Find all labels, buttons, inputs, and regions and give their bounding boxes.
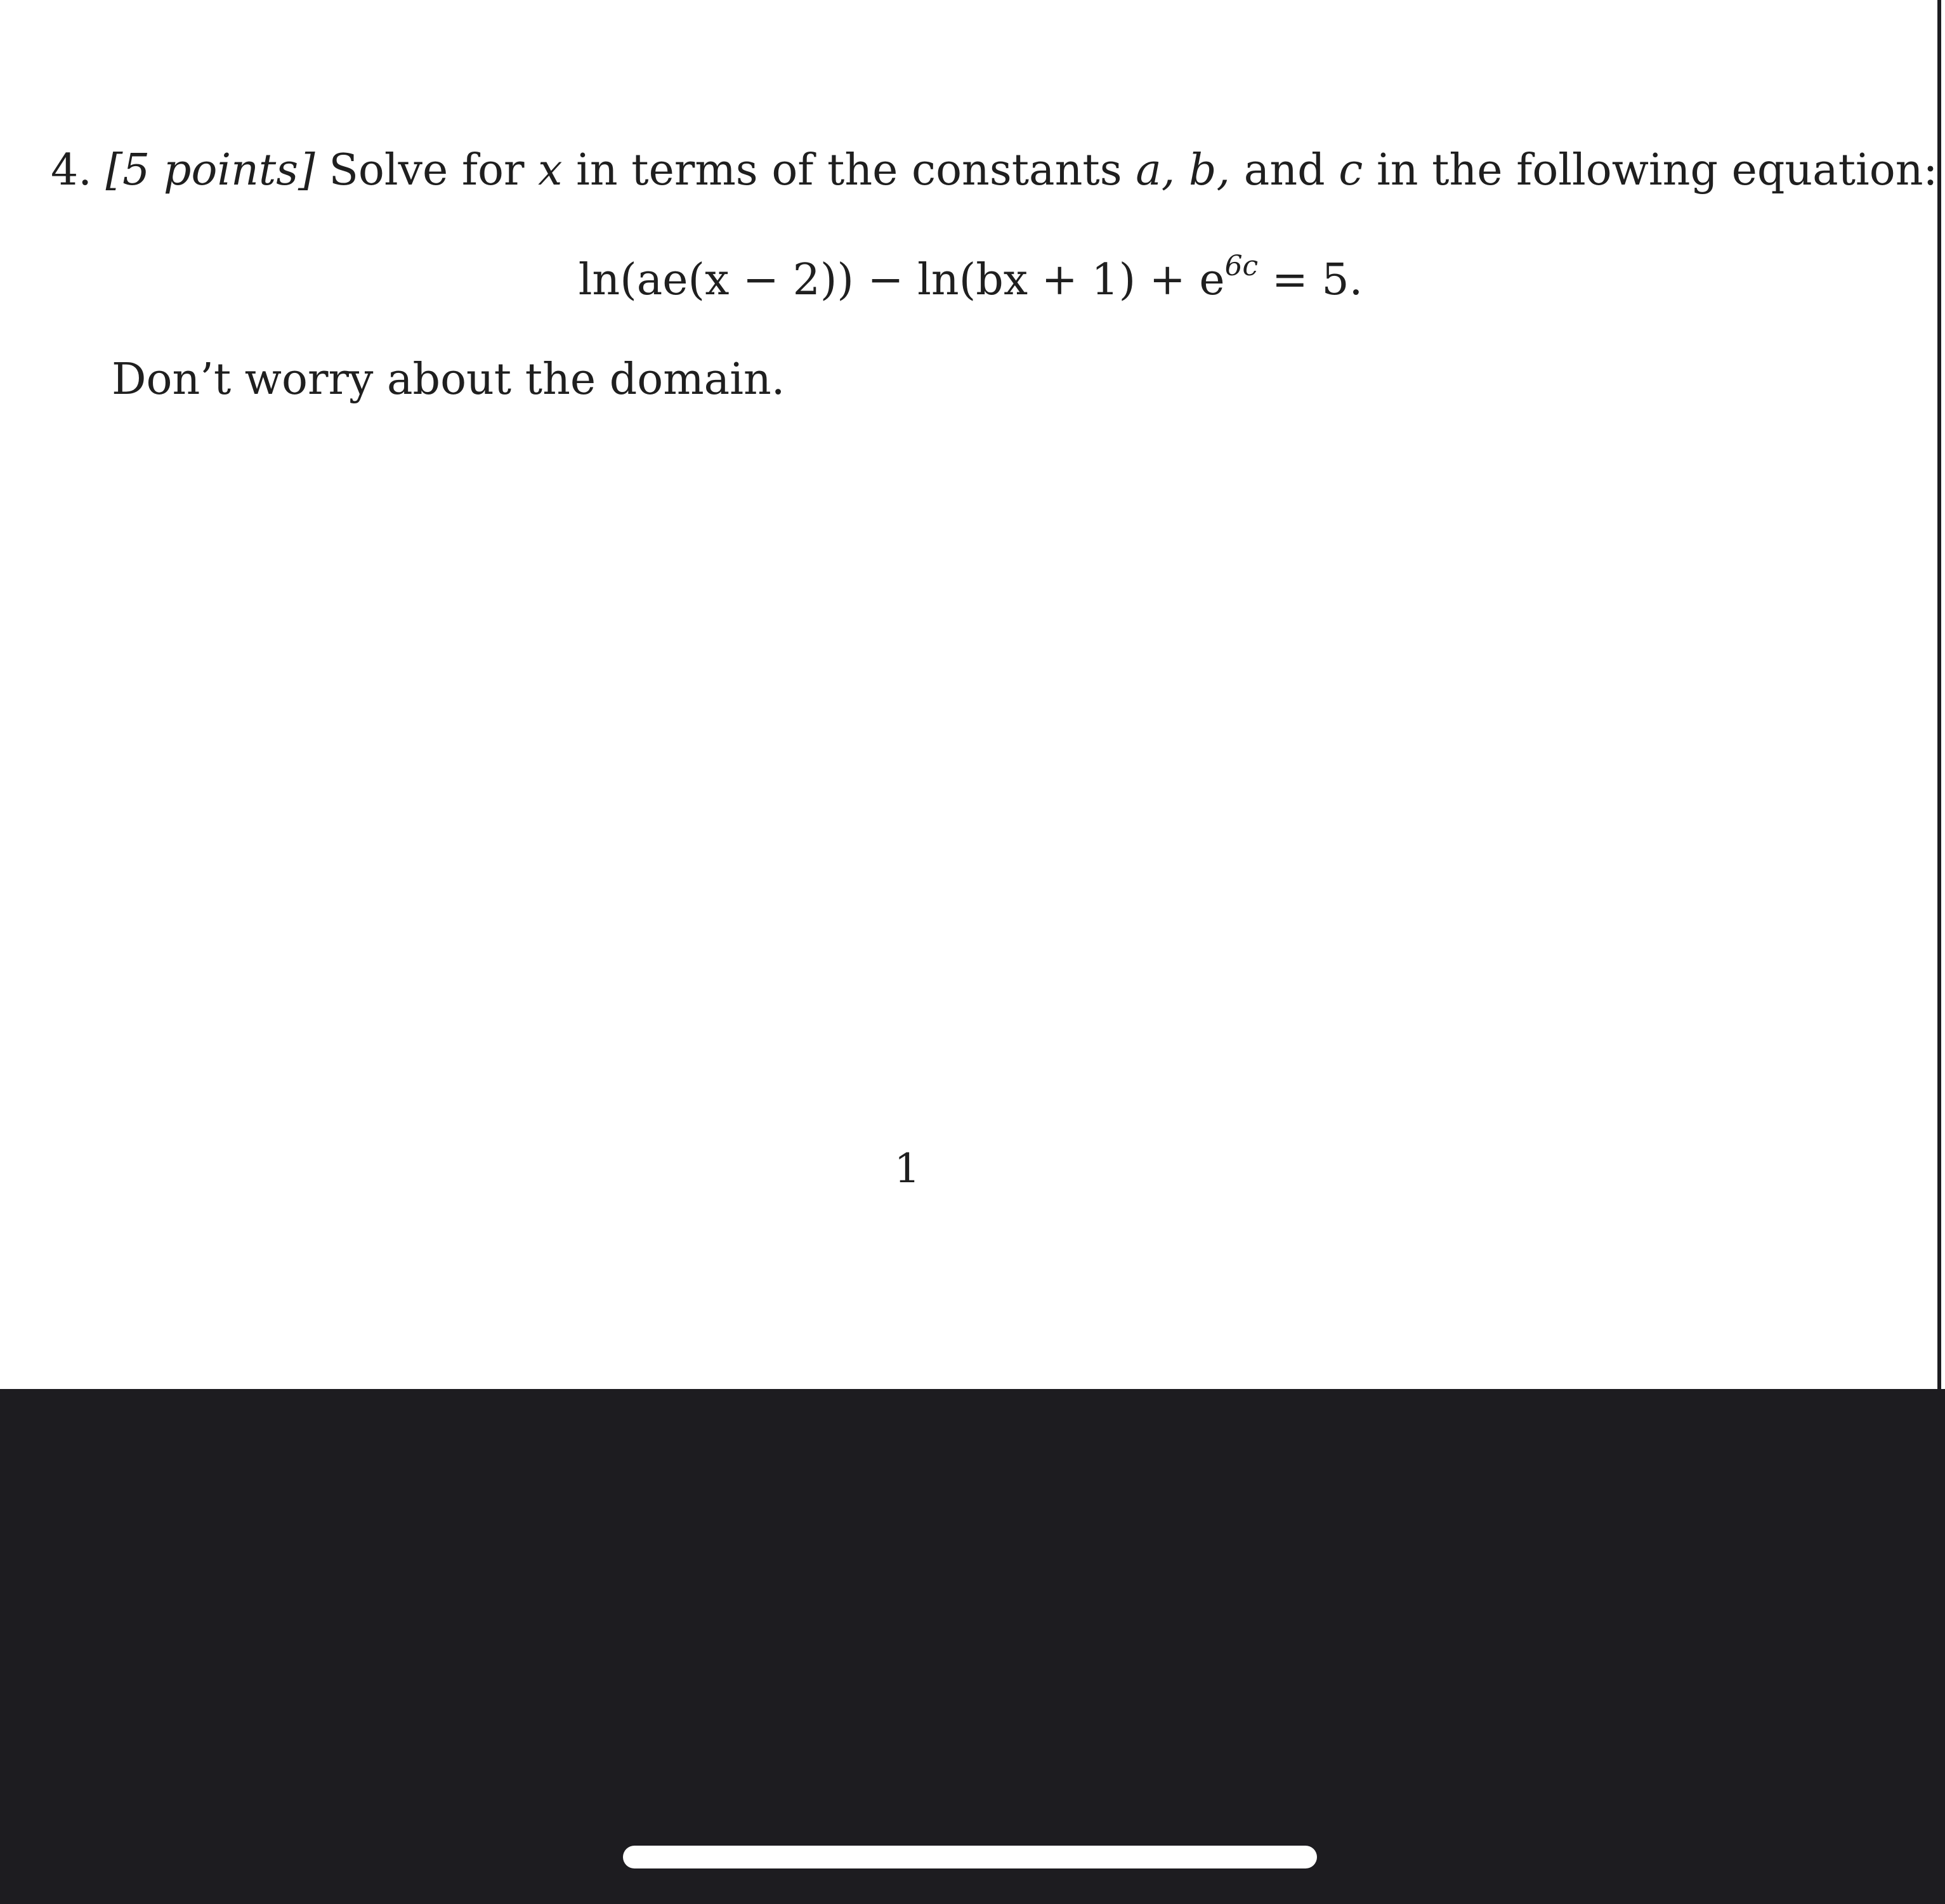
equation bbox=[0, 250, 1941, 306]
problem-text-part2: in terms of the constants bbox=[576, 145, 1122, 195]
problem-text-part3: and bbox=[1243, 145, 1325, 195]
domain-note: Don’t worry about the domain. bbox=[112, 355, 785, 405]
problem-number: 4. bbox=[51, 145, 92, 195]
problem-text-part1: Solve for bbox=[329, 145, 525, 195]
bottom-panel bbox=[0, 1389, 1945, 1904]
variables-a-b: a, b, bbox=[1136, 145, 1231, 195]
page-edge bbox=[1937, 0, 1941, 1389]
variable-c: c bbox=[1339, 145, 1363, 195]
page-number: 1 bbox=[894, 1145, 920, 1192]
equation-rhs: = 5. bbox=[1271, 255, 1363, 305]
home-indicator[interactable] bbox=[623, 1846, 1317, 1868]
variable-x: x bbox=[538, 145, 563, 195]
equation-exponent: 6c bbox=[1224, 250, 1259, 282]
equation-lhs: ln(ae(x − 2)) − ln(bx + 1) + e bbox=[578, 255, 1225, 305]
problem-statement bbox=[51, 145, 1938, 197]
problem-text-part4: in the following equation: bbox=[1377, 145, 1938, 195]
problem-points: [5 points] bbox=[105, 145, 315, 195]
